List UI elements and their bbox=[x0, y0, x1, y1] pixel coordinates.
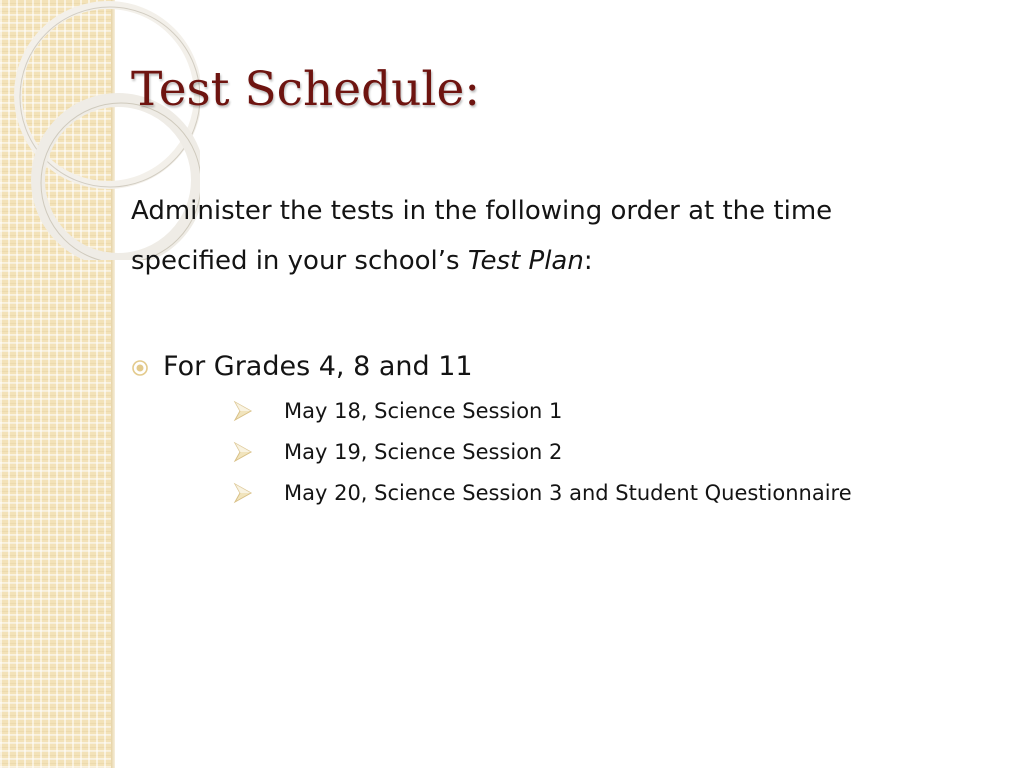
intro-emphasis: Test Plan bbox=[467, 246, 584, 276]
intro-text: Administer the tests in the following order at the time specified in your school’s bbox=[131, 196, 833, 276]
list-item-label: May 20, Science Session 3 and Student Questionnaire bbox=[284, 480, 852, 505]
list-item-label: May 18, Science Session 1 bbox=[284, 398, 563, 423]
circle-dot-icon bbox=[131, 359, 149, 377]
list-item bbox=[232, 472, 852, 513]
list-item-label: May 19, Science Session 2 bbox=[284, 439, 563, 464]
bullet-grades bbox=[131, 348, 473, 386]
arrow-bullet-icon bbox=[232, 441, 254, 463]
list-item bbox=[232, 390, 852, 431]
arrow-bullet-icon bbox=[232, 400, 254, 422]
intro-paragraph bbox=[131, 186, 931, 286]
intro-suffix: : bbox=[583, 246, 593, 276]
schedule-list bbox=[232, 390, 852, 513]
arrow-bullet-icon bbox=[232, 482, 254, 504]
slide-title: Test Schedule: bbox=[131, 62, 481, 117]
list-item bbox=[232, 431, 852, 472]
bullet-grades-label: For Grades 4, 8 and 11 bbox=[163, 351, 473, 382]
